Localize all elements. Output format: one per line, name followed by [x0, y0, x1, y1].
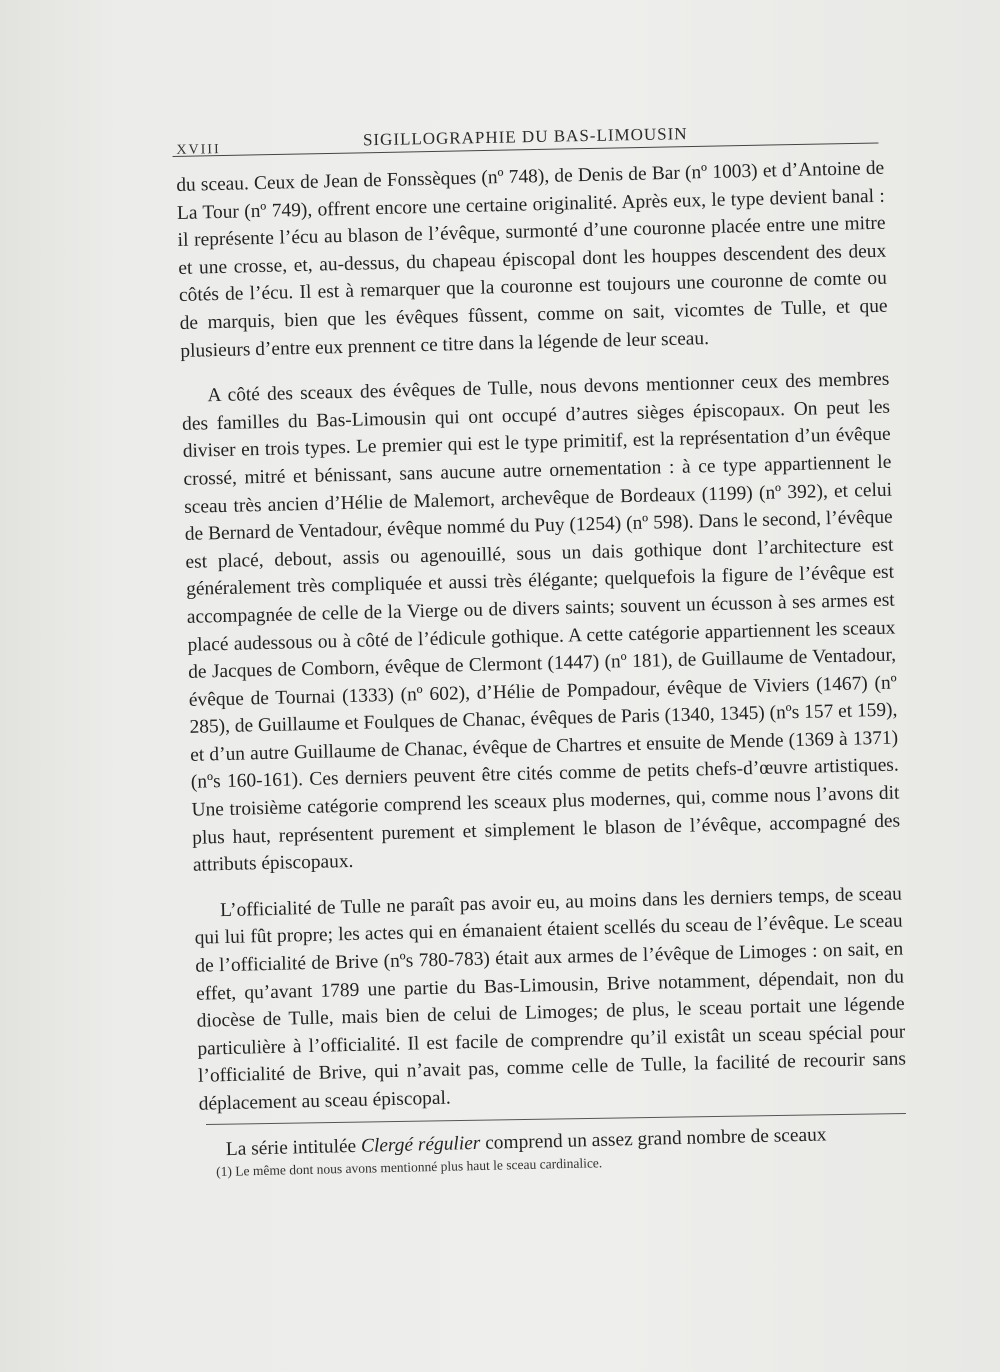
running-title: SIGILLOGRAPHIE DU BAS-LIMOUSIN: [362, 124, 688, 150]
paragraph-4-end: comprend un assez grand nombre de sceaux: [480, 1123, 827, 1154]
body-text: [176, 155, 908, 1164]
paragraph-1: du sceau. Ceux de Jean de Fonssèques (nº 748), de Denis de Bar (nº 1003) et d’Antoine de La Tour (nº 749), offrent encore une certaine originalité. Après eux, le type devient banal : il représente l’écu au blason de l’évêque, surmonté d’une couronne placée entre une mitre et une crosse, et, au-dessus, du chapeau épiscopal dont les houppes descendent des deux côtés de l’écu. Il est à remarquer que la couronne est toujours une couronne de comte ou de marquis, bien que les évêques fûssent, comme on sait, vicomtes de Tulle, et que plusieurs d’entre eux prennent ce titre dans la légende de leur sceau.: [176, 157, 888, 362]
footnote: (1) Le même dont nous avons mentionné plus haut le sceau cardinalice.: [216, 1155, 603, 1179]
page-folio: XVIII: [176, 142, 221, 158]
paragraph-3: L’officialité de Tulle ne paraît pas avoir eu, au moins dans les derniers temps, de sceau qui lui fût propre; les actes qui en émanaient étaient scellés du sceau de l’évêque. Le sceau de l’officialité de Brive (nºs 780-783) était aux armes de l’évêque de Limoges : on sait, en effet, qu’avant 1789 une partie du Bas-Limousin, Brive notamment, dépendait, non du diocèse de Tulle, mais bien de celui de Limoges; de plus, le sceau portait une légende particulière à l’officialité. Il est facile de comprendre qu’il existât un sceau spécial pour l’officialité de Brive, qui n’avait pas, comme celle de Tulle, la facilité de recourir sans déplacement au sceau épiscopal.: [194, 883, 907, 1115]
paragraph-4-start: La série intitulée: [225, 1135, 362, 1160]
running-head: [172, 112, 879, 160]
italic-title-clerge-regulier: Clergé régulier: [360, 1132, 481, 1157]
paragraph-2: A côté des sceaux des évêques de Tulle, nous devons mentionner ceux des membres des familles du Bas-Limousin qui ont occupé d’autres sièges épiscopaux. On peut les diviser en trois types. Le premier qui est le type primitif, est la représentation d’un évêque crossé, mitré et bénissant, sans aucune autre ornementation : à ce type appartiennent le sceau très ancien d’Hélie de Malemort, archevêque de Bordeaux (1199) (nº 392), et celui de Bernard de Ventadour, évêque nommé du Puy (1254) (nº 598). Dans le second, l’évêque est placé, debout, assis ou agenouillé, sous un dais gothique dont l’architecture est généralement très compliquée et aussi très élégante; quelquefois la figure de l’évêque est accompagnée de celle de la Vierge ou de divers saints; souvent un écusson à ses armes est placé audessous ou à côté de l’édicule gothique. A cette catégorie appartiennent les sceaux de Jacques de Comborn, évêque de Clermont (1447) (nº 181), de Guillaume de Ventadour, évêque de Tournai (1333) (nº 602), d’Hélie de Pompadour, évêque de Viviers (1467) (nº 285), de Guillaume et Foulques de Chanac, évêques de Paris (1340, 1345) (nºs 157 et 159), et d’un autre Guillaume de Chanac, évêque de Chartres et ensuite de Mende (1369 à 1371) (nºs 160-161). Ces derniers peuvent être cités comme de petits chefs-d’œuvre artistiques. Une troisième catégorie comprend les sceaux plus modernes, qui, comme nous l’avons dit plus haut, représentent purement et simplement le blason de l’évêque, accompagné des attributs épiscopaux.: [181, 368, 901, 877]
